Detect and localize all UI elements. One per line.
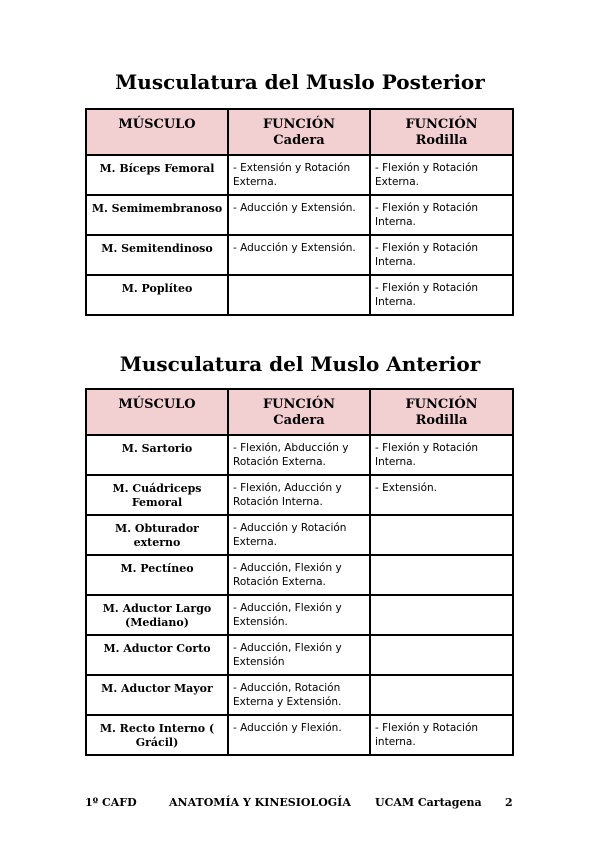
muscle-name: M. Obturador externo [86,515,228,555]
table-row [86,235,513,275]
hip-function: - Aducción, Flexión y Rotación Externa. [228,555,370,595]
muscle-name: M. Cuádriceps Femoral [86,475,228,515]
knee-function: - Flexión y Rotación Interna. [370,195,513,235]
hip-function: - Flexión, Aducción y Rotación Interna. [228,475,370,515]
hip-function: - Aducción, Flexión y Extensión. [228,595,370,635]
hip-function: - Flexión, Abducción y Rotación Externa. [228,435,370,475]
footer-institution: UCAM Cartagena [375,796,482,809]
section-title-posterior: Musculatura del Muslo Posterior [115,70,485,94]
table-row [86,675,513,715]
footer-page-number: 2 [505,796,513,809]
knee-function: - Flexión y Rotación Interna. [370,275,513,315]
muscle-name: M. Sartorio [86,435,228,475]
table-row [86,195,513,235]
hip-function [228,275,370,315]
knee-function [370,635,513,675]
anterior-muscles-table [85,388,514,756]
page-footer [85,796,515,812]
muscle-name: M. Pectíneo [86,555,228,595]
header-hip-function: FUNCIÓN Cadera [228,389,370,435]
header-knee-function: FUNCIÓN Rodilla [370,389,513,435]
table-row [86,555,513,595]
table-row [86,635,513,675]
footer-subject: ANATOMÍA Y KINESIOLOGÍA [169,796,351,809]
table-row [86,435,513,475]
hip-function: - Aducción y Extensión. [228,195,370,235]
hip-function: - Aducción, Rotación Externa y Extensión. [228,675,370,715]
hip-function: - Aducción y Extensión. [228,235,370,275]
table-row [86,275,513,315]
knee-function [370,595,513,635]
muscle-name: M. Semimembranoso [86,195,228,235]
muscle-name: M. Aductor Corto [86,635,228,675]
header-knee-function: FUNCIÓN Rodilla [370,109,513,155]
header-hip-function: FUNCIÓN Cadera [228,109,370,155]
table-row [86,715,513,755]
muscle-name: M. Bíceps Femoral [86,155,228,195]
hip-function: - Extensión y Rotación Externa. [228,155,370,195]
table-row [86,475,513,515]
knee-function: - Extensión. [370,475,513,515]
knee-function: - Flexión y Rotación interna. [370,715,513,755]
muscle-name: M. Semitendinoso [86,235,228,275]
knee-function: - Flexión y Rotación Externa. [370,155,513,195]
header-muscle: MÚSCULO [86,389,228,435]
section-title-anterior: Musculatura del Muslo Anterior [119,352,481,376]
hip-function: - Aducción, Flexión y Extensión [228,635,370,675]
muscle-name: M. Poplíteo [86,275,228,315]
knee-function [370,675,513,715]
header-muscle: MÚSCULO [86,109,228,155]
table-row [86,595,513,635]
hip-function: - Aducción y Flexión. [228,715,370,755]
table-row [86,515,513,555]
hip-function: - Aducción y Rotación Externa. [228,515,370,555]
muscle-name: M. Aductor Largo (Mediano) [86,595,228,635]
muscle-name: M. Aductor Mayor [86,675,228,715]
knee-function [370,555,513,595]
knee-function [370,515,513,555]
posterior-muscles-table [85,108,514,316]
table-header-row [86,389,513,435]
table-header-row [86,109,513,155]
muscle-name: M. Recto Interno ( Grácil) [86,715,228,755]
knee-function: - Flexión y Rotación Interna. [370,435,513,475]
table-row [86,155,513,195]
footer-course: 1º CAFD [85,796,137,809]
knee-function: - Flexión y Rotación Interna. [370,235,513,275]
